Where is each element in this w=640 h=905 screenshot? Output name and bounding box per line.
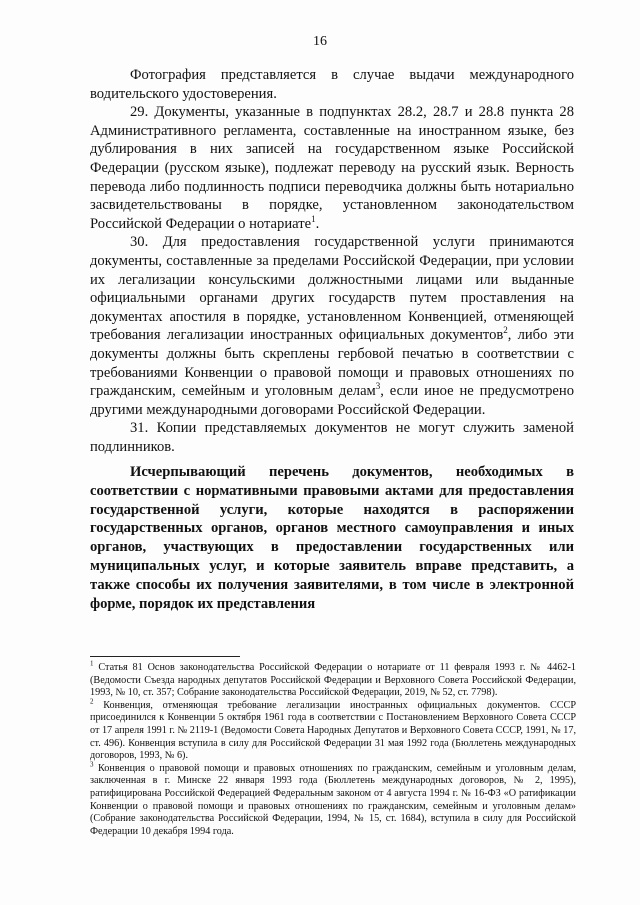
footnote-mark: 2 — [90, 697, 94, 706]
footnote-mark: 3 — [90, 760, 94, 769]
paragraph-text: 30. Для предоставления государственной услуги принимаются документы, составленные за пределами Российской Федерации, при условии их легализации консульскими должностными лицами или выданные официальными органами других государств путем проставления на документах апостиля в порядке, установленном Конвенцией, отменяющей требования легализации иностранных официальных документов — [90, 234, 574, 344]
footnote-2 — [90, 697, 577, 763]
footnote-1 — [90, 659, 577, 700]
paragraph-text: 31. Копии представляемых документов не могут служить заменой подлинников. — [90, 420, 574, 455]
paragraph-text-tail: . — [315, 215, 320, 232]
document-body — [90, 66, 574, 456]
paragraph-31 — [90, 419, 574, 456]
paragraph-text-tail: , если иное не предусмотрено другими международными договорами Российской Федерации. — [90, 383, 574, 418]
paragraph-photo — [90, 66, 574, 103]
footnote-ref-2[interactable]: 2 — [503, 325, 508, 336]
footnote-text: Конвенция о правовой помощи и правовых отношениях по гражданским, семейным и уголовным делам, заключенная в г. Минске 22 января 1993 года (Бюллетень международных договоров, № 2, 1995), ратифицирована Российской Федерацией Федеральным законом от 4 августа 1994 г. № 16-ФЗ «О ратификации Конвенции о правовой помощи и правовых отношениях по гражданским, семейным и уголовным делам» (Собрание законодательства Российской Федерации, 1994, № 15, ст. 1684), вступила в силу для Российской Федерации 10 декабря 1994 года. — [90, 762, 577, 837]
section-heading: Исчерпывающий перечень документов, необходимых в соответствии с нормативными правовыми актами для предоставления государственной услуги, которые находятся в распоряжении государственных органов, органов местного самоуправления и иных органов, участвующих в предоставлении государственных или муниципальных услуг, и которые заявитель вправе представить, а также способы их получения заявителями, в том числе в электронной форме, порядок их представления — [90, 464, 574, 612]
footnote-mark: 1 — [90, 659, 94, 668]
page-number: 16 — [313, 34, 327, 49]
footnote-ref-3[interactable]: 3 — [375, 381, 381, 392]
paragraph-29 — [90, 103, 574, 233]
footnote-separator — [90, 656, 240, 657]
paragraph-text: 29. Документы, указанные в подпунктах 28.2, 28.7 и 28.8 пункта 28 Административного регламента, составленные на иностранном языке, без дублирования в них записей на государственном языке Российской Федерации (русском языке), подлежат переводу на русский язык. Верность перевода либо подлинность подписи переводчика должны быть нотариально засвидетельствованы в порядке, установленном законодательством Российской Федерации о нотариате — [90, 104, 574, 232]
footnote-ref-1[interactable]: 1 — [311, 213, 316, 224]
footnote-text: Статья 81 Основ законодательства Российской Федерации о нотариате от 11 февраля 1993 г. № 4462-1 (Ведомости Съезда народных депутатов Российской Федерации и Верховного Совета Российской Федерации, 1993, № 10, ст. 357; Собрание законодательства Российской Федерации, 2019, № 52, ст. 7798). — [90, 662, 577, 699]
paragraph-30 — [90, 233, 574, 419]
footnotes — [90, 659, 577, 838]
footnote-3 — [90, 760, 577, 839]
paragraph-text-middle: , либо эти документы должны быть скреплены гербовой печатью в соответствии с требованиями Конвенции о правовой помощи и правовых отношениях по гражданским, семейным и уголовным делам — [90, 327, 574, 400]
paragraph-text: Фотография представляется в случае выдачи международного водительского удостоверения. — [90, 67, 574, 102]
footnote-text: Конвенция, отменяющая требование легализации иностранных официальных документов. СССР присоединился к Конвенции 5 октября 1961 года в соответствии с Постановлением Верховного Совета СССР от 17 апреля 1991 г. № 2119-1 (Ведомости Совета Народных Депутатов и Верховного Совета СССР, 1991, № 17, ст. 496). Конвенция вступила в силу для Российской Федерации 31 мая 1992 года (Бюллетень международных договоров, 1993, № 6). — [90, 699, 577, 762]
